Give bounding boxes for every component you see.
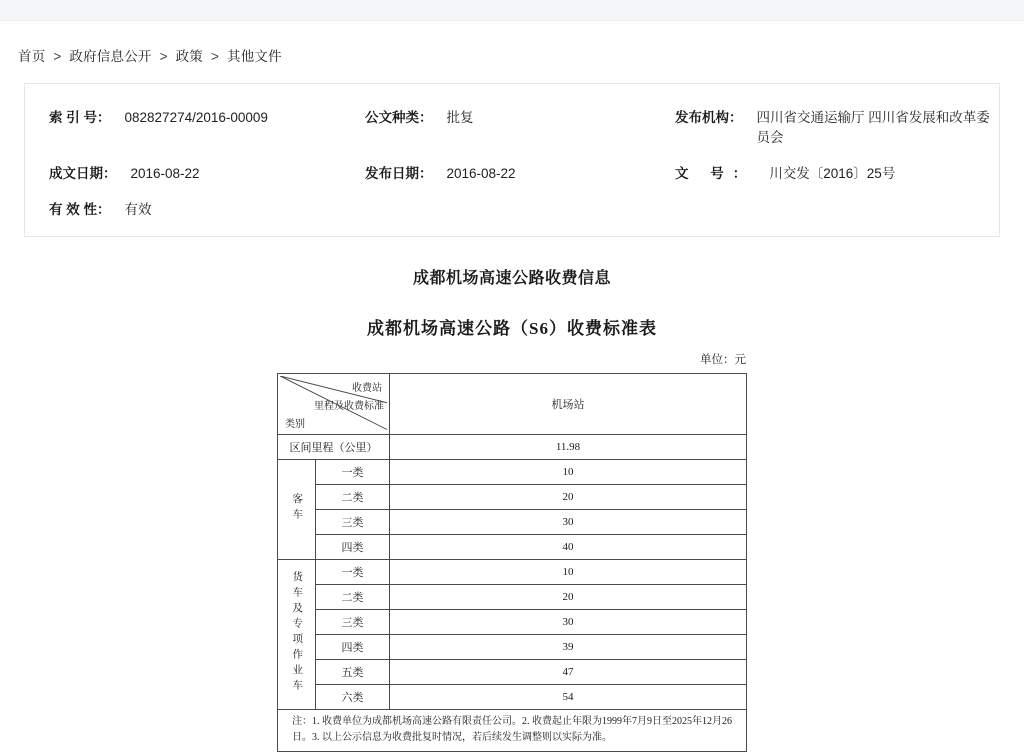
breadcrumb-item-policy[interactable]: 政策 [175,49,204,64]
breadcrumb [18,45,1024,65]
row-label-class: 三类 [316,510,390,535]
metadata-label: 发布日期： [365,166,433,181]
metadata-label: 公文种类： [365,110,433,125]
cell-fee-value: 54 [390,685,747,710]
metadata-field-document-type [365,106,675,126]
table-row [278,610,747,635]
cell-fee-value: 20 [390,485,747,510]
row-label-class: 四类 [316,535,390,560]
fee-standard-table [277,373,747,752]
breadcrumb-separator: > [210,49,220,64]
metadata-value: 2016-08-22 [130,166,200,181]
row-label-class: 二类 [316,485,390,510]
cell-section-mileage-value: 11.98 [390,435,747,460]
metadata-value: 2016-08-22 [446,166,516,181]
metadata-label: 有 效 性： [49,202,111,217]
table-footnote-row [278,710,747,752]
row-label-class: 三类 [316,610,390,635]
group-label-truck-and-special-vehicle [278,560,316,710]
metadata-label: 文 号： [675,166,756,181]
column-header-station: 机场站 [390,374,747,435]
cell-fee-value: 10 [390,460,747,485]
metadata-field-publish-date [365,162,675,182]
metadata-value: 082827274/2016-00009 [124,110,268,125]
metadata-label: 索 引 号： [49,110,111,125]
cell-fee-value: 30 [390,510,747,535]
browser-top-bar [0,0,1024,21]
table-row [278,435,747,460]
metadata-value: 川交发〔2016〕25号 [769,166,896,181]
metadata-label: 成文日期： [49,166,117,181]
metadata-field-index-number [25,106,365,126]
metadata-field-validity [25,198,365,218]
metadata-field-document-number [675,162,999,182]
cell-fee-value: 39 [390,635,747,660]
breadcrumb-separator: > [53,49,62,64]
breadcrumb-item-government-info[interactable]: 政府信息公开 [69,49,152,64]
table-row [278,460,747,485]
metadata-value: 批复 [446,110,474,125]
cell-fee-value: 30 [390,610,747,635]
table-row [278,585,747,610]
metadata-row [25,190,999,226]
metadata-row [25,154,999,190]
row-label-class: 四类 [316,635,390,660]
table-row [278,660,747,685]
breadcrumb-separator: > [159,49,168,64]
row-label-class: 六类 [316,685,390,710]
corner-label-station: 收费站 [352,383,382,394]
table-row [278,560,747,585]
cell-fee-value: 10 [390,560,747,585]
cell-fee-value: 40 [390,535,747,560]
table-footnote: 注：1. 收费单位为成都机场高速公路有限责任公司。2. 收费起止年限为1999年7月9日至2025年12月26日。3. 以上公示信息为收费批复时情况，若后续发生调整则以实际为准。 [278,710,747,752]
table-row [278,510,747,535]
metadata-field-issuing-agency [675,106,999,146]
metadata-value: 有效 [124,202,152,217]
table-corner-header [278,374,390,435]
table-row [278,535,747,560]
cell-fee-value: 20 [390,585,747,610]
row-label-section-mileage: 区间里程（公里） [278,435,390,460]
table-row [278,635,747,660]
group-label-text: 货车及专项作业车 [291,571,303,695]
table-row [278,685,747,710]
row-label-class: 二类 [316,585,390,610]
table-header-row [278,374,747,435]
corner-label-type: 类别 [285,419,305,430]
metadata-label: 发布机构： [675,110,743,125]
fee-table-title: 成都机场高速公路（S6）收费标准表 [367,319,657,338]
row-label-class: 一类 [316,560,390,585]
metadata-field-drafting-date [25,162,365,182]
group-label-text: 客车 [291,492,303,524]
page-title: 成都机场高速公路收费信息 [412,270,611,287]
breadcrumb-item-home[interactable]: 首页 [18,49,46,64]
cell-fee-value: 47 [390,660,747,685]
group-label-passenger-vehicle [278,460,316,560]
corner-label-mileage: 里程及收费标准 [314,401,384,412]
document-metadata-panel [24,83,1000,237]
row-label-class: 一类 [316,460,390,485]
table-row [278,485,747,510]
breadcrumb-item-other-documents[interactable]: 其他文件 [227,49,282,64]
metadata-value: 四川省交通运输厅 四川省发展和改革委员会 [756,110,990,145]
unit-label: 单位：元 [700,354,746,366]
row-label-class: 五类 [316,660,390,685]
metadata-row [25,98,999,154]
